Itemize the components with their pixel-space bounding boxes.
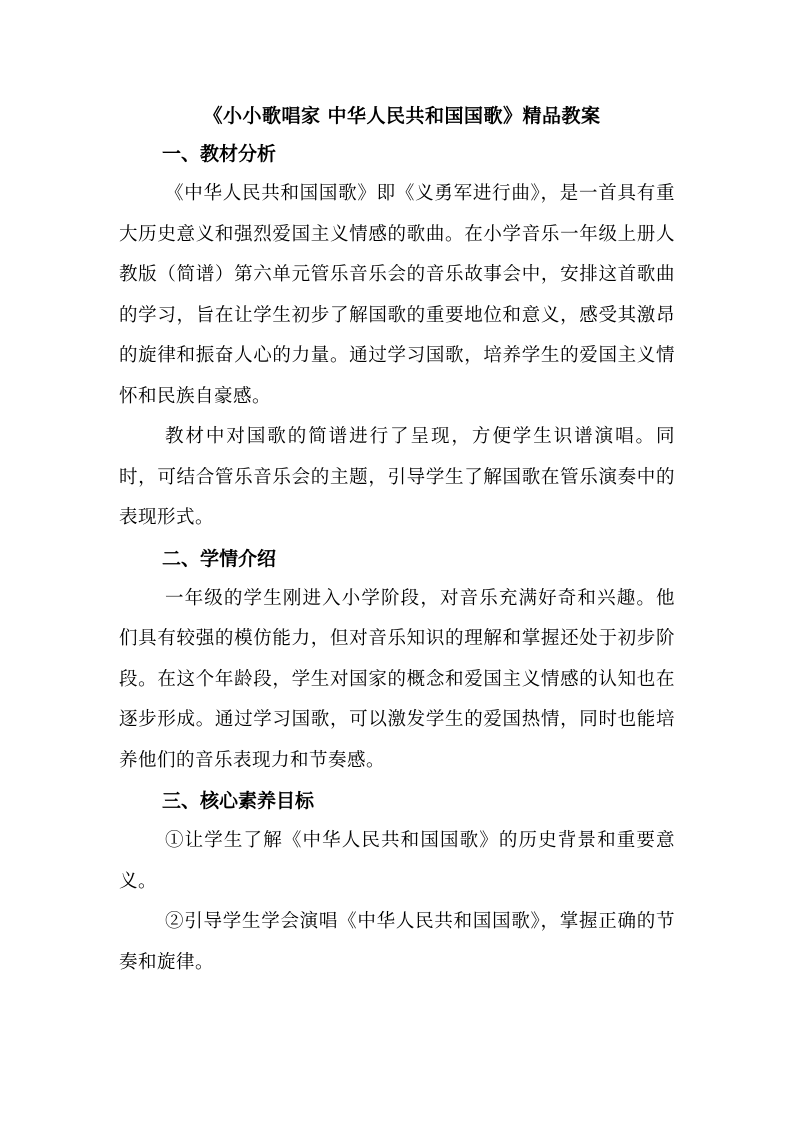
paragraph: ①让学生了解《中华人民共和国国歌》的历史背景和重要意义。 bbox=[119, 830, 675, 892]
section-heading-core-goals: 三、核心素养目标 bbox=[162, 790, 315, 812]
document-page bbox=[119, 98, 675, 983]
paragraph: 一年级的学生刚进入小学阶段，对音乐充满好奇和兴趣。他们具有较强的模仿能力，但对音乐知识的理解和掌握还处于初步阶段。在这个年龄段，学生对国家的概念和爱国主义情感的认知也在逐步形成。通过学习国歌，可以激发学生的爱国热情，同时也能培养他们的音乐表现力和节奏感。 bbox=[119, 587, 675, 771]
section-heading-textbook-analysis: 一、教材分析 bbox=[162, 143, 277, 165]
document-title: 《小小歌唱家 中华人民共和国国歌》精品教案 bbox=[203, 105, 601, 127]
paragraph: ②引导学生学会演唱《中华人民共和国国歌》，掌握正确的节奏和旋律。 bbox=[119, 911, 675, 973]
paragraph: 《中华人民共和国国歌》即《义勇军进行曲》，是一首具有重大历史意义和强烈爱国主义情感的歌曲。在小学音乐一年级上册人教版（简谱）第六单元管乐音乐会的音乐故事会中，安排这首歌曲的学习，旨在让学生初步了解国歌的重要地位和意义，感受其激昂的旋律和振奋人心的力量。通过学习国歌，培养学生的爱国主义情怀和民族自豪感。 bbox=[119, 183, 675, 407]
paragraph: 教材中对国歌的简谱进行了呈现，方便学生识谱演唱。同时，可结合管乐音乐会的主题，引导学生了解国歌在管乐演奏中的表现形式。 bbox=[119, 426, 675, 528]
section-heading-student-analysis: 二、学情介绍 bbox=[162, 547, 277, 570]
